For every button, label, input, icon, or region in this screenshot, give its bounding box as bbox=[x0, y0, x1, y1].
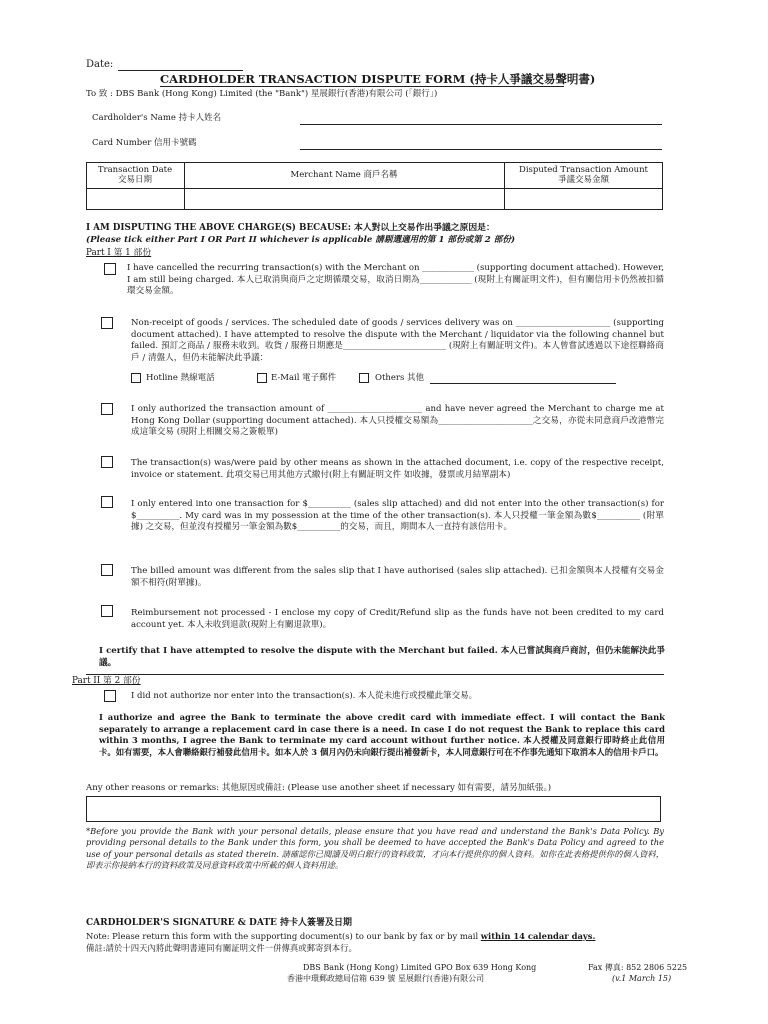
bank-address: DBS Bank (Hong Kong) Limited GPO Box 639 Hong Kong bbox=[303, 963, 537, 972]
fax-number: Fax 傳真: 852 2806 5225 bbox=[588, 963, 688, 972]
to-line: To 致 : DBS Bank (Hong Kong) Limited (the "Bank") 星展銀行(香港)有限公司 (「銀行」) bbox=[86, 89, 438, 99]
return-note bbox=[86, 931, 595, 942]
checkbox-authorized-amount[interactable] bbox=[101, 403, 113, 415]
col-merchant-name: Merchant Name 商戶名稱 bbox=[290, 170, 398, 180]
bank-address-zh: 香港中環郵政總局信箱 639 號 星展銀行(香港)有限公司 bbox=[287, 974, 485, 983]
item-non-receipt: Non-receipt of goods / services. The scheduled date of goods / services delivery was on ______________________ (supporting document attached). I have attempted to resolve the dispute with the Merchant / liquidator via the following channel but failed. 預訂之商品 / 服務未收到。收貨 / 服務日期應是________________________ (現附上有關証明文件)。本人曾嘗試透過以下途徑聯絡商戶 / 清盤人，但仍未能解決此爭議： bbox=[131, 318, 664, 363]
data-policy-notice: *Before you provide the Bank with your personal details, please ensure that you have read and understand the Bank's Data Policy. By providing personal details to the Bank under this form, you shall be deemed to have accepted the Bank's Data Policy and agreed to the use of your personal details as stated therein. 請確認你已閱讀及明白銀行的資料政策，才向本行提供你的個人資料。如你在此表格提供你的個人資料，即表示你接納本行的資料政策及同意資料政策中所載的個人資料用途。 bbox=[86, 826, 664, 871]
signature-label: CARDHOLDER'S SIGNATURE & DATE 持卡人簽署及日期 bbox=[86, 918, 353, 928]
item-billed-amount-different: The billed amount was different from the sales slip that I have authorised (sales slip attached). 已扣金額與本人授權有交易金額不相符(附單據)。 bbox=[131, 566, 664, 588]
card-number-label: Card Number 信用卡號碼 bbox=[92, 138, 197, 148]
checkbox-reimbursement[interactable] bbox=[101, 605, 113, 617]
cardholder-name-field[interactable] bbox=[300, 124, 662, 125]
channel-others-field[interactable] bbox=[430, 383, 616, 384]
cardholder-name-label: Cardholder's Name 持卡人姓名 bbox=[92, 113, 222, 123]
part2-label: Part II 第 2 部份 bbox=[72, 676, 141, 686]
other-reasons-field[interactable] bbox=[86, 796, 661, 822]
item-authorized-amount: I only authorized the transaction amount of ______________________ and have never agreed the Merchant to charge me at Hong Kong Dollar (supporting document attached). 本人只授權交易額為______________________之交易，亦從未同意商戶改港幣完成這筆交易 (現附上相關交易之簽帳單) bbox=[131, 404, 664, 438]
card-number-field[interactable] bbox=[300, 149, 662, 150]
disputed-amount-cell[interactable] bbox=[505, 189, 662, 209]
checkbox-channel-others[interactable] bbox=[359, 373, 369, 383]
channel-others-label: Others 其他 bbox=[375, 373, 425, 383]
channel-email-label: E-Mail 電子郵件 bbox=[271, 373, 337, 383]
channel-hotline-label: Hotline 熱線電話 bbox=[146, 373, 215, 383]
dispute-heading: I AM DISPUTING THE ABOVE CHARGE(S) BECAUSE: 本人對以上交易作出爭議之原因是： bbox=[86, 223, 495, 233]
transaction-date-cell[interactable] bbox=[87, 189, 184, 209]
item-one-transaction: I only entered into one transaction for $__________ (sales slip attached) and did not enter into the other transaction(s) for $__________. My card was in my possession at the time of the other transaction(s). 本人只授權一筆金額為數$__________ (附單據) 之交易，但並沒有授權另一筆金額為數$__________的交易，而且，期間本人一直持有該信用卡。 bbox=[131, 499, 664, 533]
return-note-text: Note: Please return this form with the supporting document(s) to our bank by fax or by mail bbox=[86, 931, 481, 941]
checkbox-not-authorized[interactable] bbox=[104, 690, 116, 702]
form-version: (v.1 March 15) bbox=[612, 974, 672, 983]
col-disputed-amount: Disputed Transaction Amount 爭議交易金額 bbox=[519, 165, 648, 185]
title-underline bbox=[160, 86, 564, 87]
return-note-deadline: within 14 calendar days. bbox=[480, 931, 596, 941]
checkbox-recurring-cancelled[interactable] bbox=[104, 263, 116, 275]
part-divider bbox=[86, 674, 664, 675]
part1-label: Part I 第 1 部份 bbox=[86, 248, 152, 258]
checkbox-channel-hotline[interactable] bbox=[131, 373, 141, 383]
other-reasons-label: Any other reasons or remarks: 其他原因或備註: (Please use another sheet if necessary 如有需要，請另加紙張。) bbox=[86, 783, 552, 793]
checkbox-one-transaction[interactable] bbox=[101, 496, 113, 508]
date-field[interactable] bbox=[118, 70, 243, 71]
authorize-statement: I authorize and agree the Bank to terminate the above credit card with immediate effect. I will contact the Bank separately to arrange a replacement card in case there is a need. In case I do not request the Bank to replace this card within 3 months, I agree the Bank to terminate my card account without further notice. 本人授權及同意銀行即時終止此信用卡。如有需要，本人會聯絡銀行補發此信用卡。如本人於 3 個月內仍未向銀行提出補發新卡，本人同意銀行可在不作事先通知下取消本人的信用卡戶口。 bbox=[99, 712, 665, 757]
checkbox-paid-other-means[interactable] bbox=[101, 456, 113, 468]
certify-statement: I certify that I have attempted to resolve the dispute with the Merchant but failed. 本人已嘗試與商戶商討，但仍未能解決此爭議。 bbox=[99, 646, 665, 668]
checkbox-channel-email[interactable] bbox=[257, 373, 267, 383]
item-not-authorized: I did not authorize nor enter into the transaction(s). 本人從未進行或授權此筆交易。 bbox=[131, 691, 478, 701]
col-transaction-date: Transaction Date 交易日期 bbox=[97, 165, 173, 185]
item-recurring-cancelled: I have cancelled the recurring transaction(s) with the Merchant on ____________ (supporting document attached). However, I am still being charged. 本人已取消與商戶之定期循環交易，取消日期為____________ (現附上有關証明文件)，但有關信用卡仍然被扣循環交易金額。 bbox=[127, 263, 664, 297]
dispute-instruction: (Please tick either Part I OR Part II whichever is applicable 請剔選適用的第 1 部份或第 2 部份) bbox=[86, 235, 516, 245]
checkbox-billed-amount-different[interactable] bbox=[101, 564, 113, 576]
date-label: Date: bbox=[86, 59, 114, 70]
checkbox-non-receipt[interactable] bbox=[101, 317, 113, 329]
return-note-zh: 備註:請於十四天內將此聲明書連同有關証明文件一併傳真或郵寄到本行。 bbox=[86, 943, 357, 953]
merchant-name-cell[interactable] bbox=[185, 189, 504, 209]
item-reimbursement: Reimbursement not processed - I enclose my copy of Credit/Refund slip as the funds have not been credited to my card account yet. 本人未收到退款(現附上有關退款單)。 bbox=[131, 608, 664, 630]
item-paid-other-means: The transaction(s) was/were paid by other means as shown in the attached document, i.e. copy of the respective receipt, invoice or statement. 此項交易已用其他方式繳付(附上有關証明文件 如收據，發票或月結單副本) bbox=[131, 458, 664, 480]
form-title: CARDHOLDER TRANSACTION DISPUTE FORM (持卡人爭議交易聲明書) bbox=[160, 72, 596, 86]
